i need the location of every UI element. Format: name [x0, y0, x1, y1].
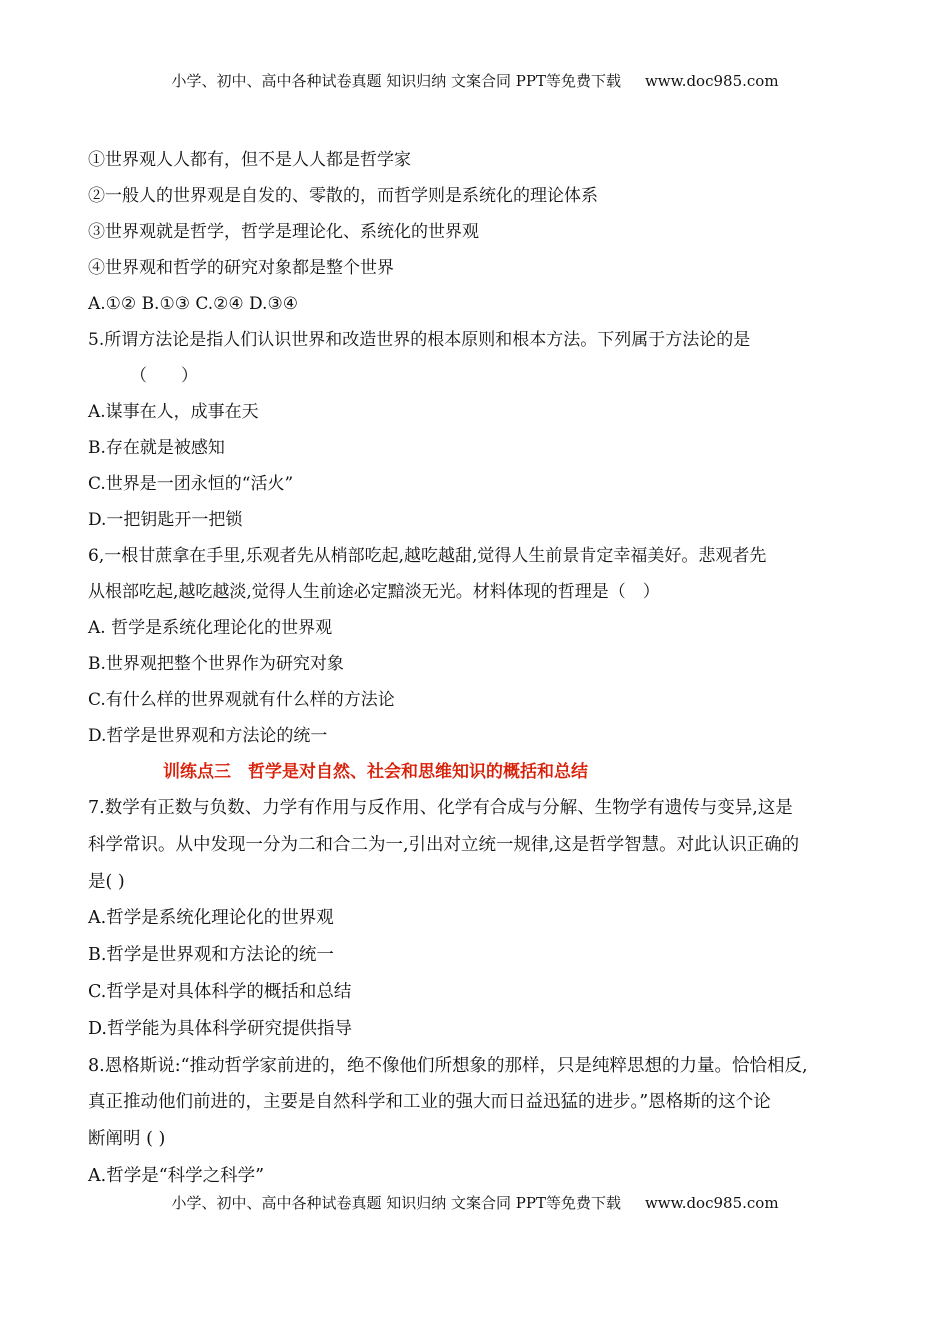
q6-option-d: D.哲学是世界观和方法论的统一 [88, 726, 328, 746]
q7-stem-line-2: 科学常识。从中发现一分为二和合二为一,引出对立统一规律,这是哲学智慧。对此认识正确的 [88, 834, 800, 855]
q5-option-d: D.一把钥匙开一把锁 [88, 510, 243, 530]
q5-stem: 5.所谓方法论是指人们认识世界和改造世界的根本原则和根本方法。下列属于方法论的是 [88, 330, 751, 350]
q8-stem-line-2: 真正推动他们前进的，主要是自然科学和工业的强大而日益迅猛的进步。”恩格斯的这个论 [88, 1092, 771, 1113]
q6-stem-line-1: 6,一根甘蔗拿在手里,乐观者先从梢部吃起,越吃越甜,觉得人生前景肯定幸福美好。悲观者先 [88, 546, 767, 566]
section-heading: 训练点三 哲学是对自然、社会和思维知识的概括和总结 [163, 762, 588, 782]
footer-site-link[interactable]: www.doc985.com [644, 1194, 779, 1212]
statement-1: ①世界观人人都有，但不是人人都是哲学家 [88, 150, 411, 170]
q4-options: A.①② B.①③ C.②④ D.③④ [88, 294, 298, 314]
q6-stem-line-2: 从根部吃起,越吃越淡,觉得人生前途必定黯淡无光。材料体现的哲理是（ ） [88, 582, 660, 602]
q8-stem-line-1: 8.恩格斯说:“推动哲学家前进的，绝不像他们所想象的那样，只是纯粹思想的力量。恰恰相反, [88, 1055, 808, 1076]
q6-option-c: C.有什么样的世界观就有什么样的方法论 [88, 690, 395, 710]
q8-stem-line-3: 断阐明 ( ) [88, 1129, 166, 1150]
question-block-3 [88, 790, 888, 1195]
statement-2: ②一般人的世界观是自发的、零散的，而哲学则是系统化的理论体系 [88, 186, 598, 206]
q7-option-d: D.哲学能为具体科学研究提供指导 [88, 1018, 352, 1039]
q5-answer-paren: （ ） [130, 366, 198, 386]
q7-option-b: B.哲学是世界观和方法论的统一 [88, 945, 334, 966]
question-block-2 [88, 394, 888, 754]
q5-option-a: A.谋事在人，成事在天 [88, 402, 259, 422]
statement-3: ③世界观就是哲学，哲学是理论化、系统化的世界观 [88, 222, 479, 242]
header-site-link[interactable]: www.doc985.com [644, 72, 779, 90]
statement-4: ④世界观和哲学的研究对象都是整个世界 [88, 258, 394, 278]
q7-option-c: C.哲学是对具体科学的概括和总结 [88, 981, 352, 1002]
q7-stem-line-3: 是( ) [88, 871, 125, 892]
page-header [0, 70, 950, 91]
q6-option-b: B.世界观把整个世界作为研究对象 [88, 654, 344, 674]
page-footer [0, 1192, 950, 1213]
q6-option-a: A. 哲学是系统化理论化的世界观 [88, 618, 333, 638]
q5-option-c: C.世界是一团永恒的“活火” [88, 474, 294, 494]
q8-option-a: A.哲学是“科学之科学” [88, 1165, 265, 1186]
footer-text: 小学、初中、高中各种试卷真题 知识归纳 文案合同 PPT等免费下载 [171, 1194, 621, 1212]
header-text: 小学、初中、高中各种试卷真题 知识归纳 文案合同 PPT等免费下载 [171, 72, 621, 90]
q7-stem-line-1: 7.数学有正数与负数、力学有作用与反作用、化学有合成与分解、生物学有遗传与变异,这是 [88, 798, 793, 818]
question-block-1 [88, 142, 888, 394]
q5-option-b: B.存在就是被感知 [88, 438, 225, 458]
document-body [88, 142, 888, 1195]
q7-option-a: A.哲学是系统化理论化的世界观 [88, 908, 334, 929]
